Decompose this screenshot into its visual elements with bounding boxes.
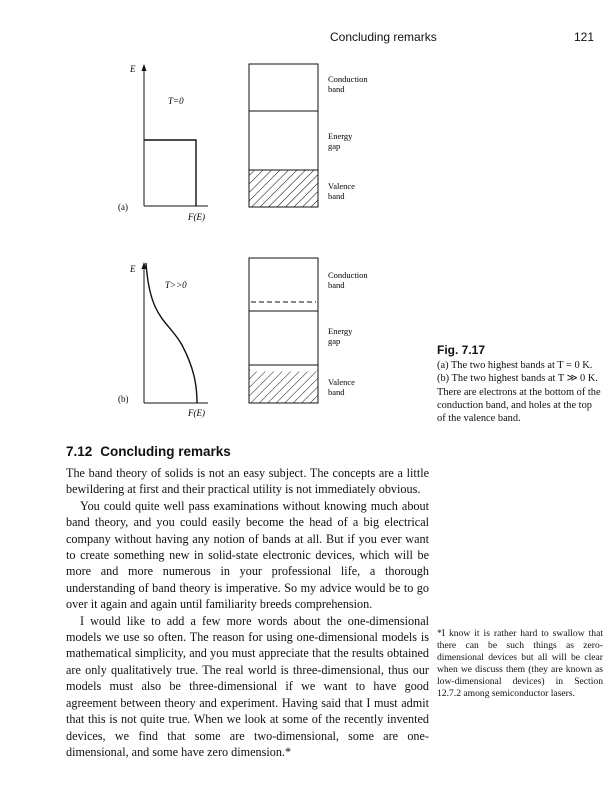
panel-a-valence-line1: Valence xyxy=(328,181,355,191)
panel-b-valence-label xyxy=(328,377,357,397)
running-title: Concluding remarks xyxy=(330,30,437,44)
panel-b-temperature-label: T>>0 xyxy=(165,280,187,290)
panel-b-conduction-line2: band xyxy=(328,280,345,290)
panel-b-energy-label: E xyxy=(130,264,136,274)
panel-a-conduction-line2: band xyxy=(328,84,345,94)
panel-a-band-diagram xyxy=(249,64,370,207)
section-number: 7.12 xyxy=(66,444,93,459)
panel-a-valence-line2: band xyxy=(328,191,345,201)
panel-a-conduction-band xyxy=(249,64,318,111)
panel-a-valence-label xyxy=(328,181,357,201)
panel-a-conduction-label xyxy=(328,74,370,94)
panel-a-energy-gap xyxy=(249,111,318,170)
panel-b-valence-line2: band xyxy=(328,387,345,397)
panel-a-energy-label: E xyxy=(130,64,136,74)
panel-a-fe-label: F(E) xyxy=(188,212,205,222)
panel-a-valence-band xyxy=(249,170,318,207)
panel-b-gap-line1: Energy xyxy=(328,326,353,336)
panel-a-label: (a) xyxy=(118,202,128,212)
paragraph-3: I would like to add a few more words about the one-dimensional models we use so often. The reason for using one-dimensional models is mathematical simplicity, and you must appreciate that the results obtained are only qualitatively true. The real world is three-dimensional, thus our models must also be three-dimensional if we want to have good agreement between theory and experiment. Having said that I must admit that this is not quite true. When we look at some of the recently invented devices, we find that some are two-dimensional, some are one-dimensional, and some have zero dimension.* xyxy=(66,613,429,759)
section-title: Concluding remarks xyxy=(100,444,231,459)
panel-a-temperature-label: T=0 xyxy=(168,96,184,106)
panel-a-gap-line1: Energy xyxy=(328,131,353,141)
panel-b-gap-line2: gap xyxy=(328,336,341,346)
panel-a-gap-line2: gap xyxy=(328,141,341,151)
panel-b-conduction-line1: Conduction xyxy=(328,270,368,280)
panel-b-conduction-band xyxy=(249,258,318,311)
panel-b-label: (b) xyxy=(118,394,129,404)
panel-a-conduction-line1: Conduction xyxy=(328,74,368,84)
body-text xyxy=(66,465,429,760)
figure-caption xyxy=(437,344,603,425)
panel-b-distribution-graph xyxy=(118,262,208,418)
panel-b-band-diagram xyxy=(249,258,370,403)
panel-b-fe-label: F(E) xyxy=(188,408,205,418)
panel-b-hole-strip xyxy=(250,366,317,372)
panel-a-gap-label xyxy=(328,131,355,151)
panel-b-valence-line1: Valence xyxy=(328,377,355,387)
panel-b-gap-label xyxy=(328,326,355,346)
figure-caption-title: Fig. 7.17 xyxy=(437,343,486,357)
panel-a-distribution-graph xyxy=(118,64,208,222)
panel-b-conduction-label xyxy=(328,270,370,290)
panel-b-energy-gap xyxy=(249,311,318,365)
panel-a-y-axis-arrow xyxy=(142,64,147,71)
panel-a-fermi-step-curve xyxy=(144,140,196,206)
paragraph-2: You could quite well pass examinations without knowing much about band theory, and you could easily become the head of a big electrical company without having any notion of bands at all. But if you ever want to create something new in solid-state electronic devices, which will be more and more numerous in your professional life, a thorough understanding of band theory is imperative. So my advice would be to go over it again and again until familiarity breeds comprehension. xyxy=(66,498,429,612)
footnote: *I know it is rather hard to swallow that there can be such things as zero-dimensional devices but all will be clear when we discuss them (they are known as low-dimensional devices) in Section 12.7.2 among semiconductor lasers. xyxy=(437,628,603,699)
section-heading xyxy=(66,444,231,459)
page-number: 121 xyxy=(574,30,595,44)
paragraph-1: The band theory of solids is not an easy subject. The concepts are a little bewildering at first and their practical utility is not immediately obvious. xyxy=(66,466,429,497)
figure-caption-text: (a) The two highest bands at T = 0 K. (b) The two highest bands at T ≫ 0 K. There are electrons at the bottom of the conduction band, and holes at the top of the valence band. xyxy=(437,360,601,425)
